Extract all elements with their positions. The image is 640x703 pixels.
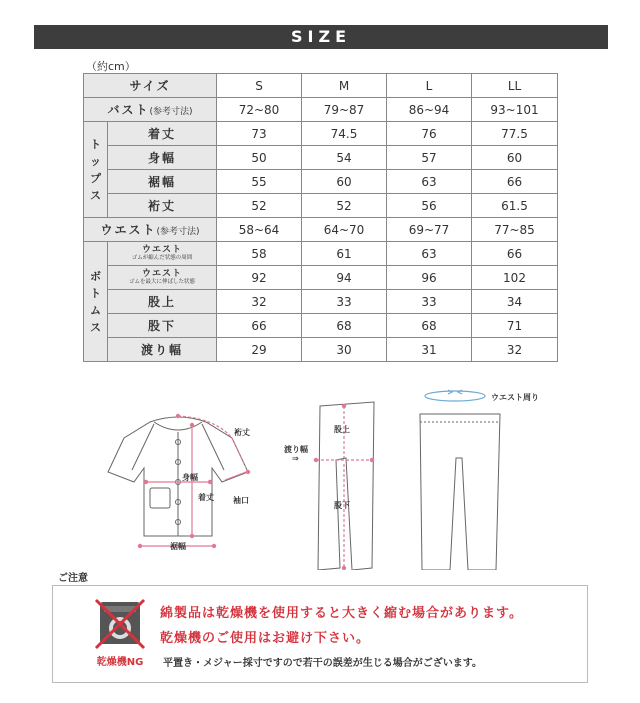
table-row: [84, 98, 558, 122]
row-label: 着丈: [108, 122, 217, 146]
row-label: [108, 242, 217, 266]
table-row: [84, 242, 558, 266]
table-cell: 79~87: [302, 98, 387, 122]
cuff-line: [225, 472, 246, 480]
row-label: [108, 266, 217, 290]
waist-circumference-label: ウエスト周り: [491, 393, 539, 402]
table-cell: 66: [472, 242, 558, 266]
table-cell: 55: [217, 170, 302, 194]
table-cell: 60: [472, 146, 558, 170]
table-cell: 76: [387, 122, 472, 146]
table-row: [84, 194, 558, 218]
size-header-ll: LL: [472, 74, 558, 98]
tops-group-char: プ: [90, 171, 101, 185]
table-cell: 34: [472, 290, 558, 314]
size-header-l: L: [387, 74, 472, 98]
warning-text-2: 乾燥機のご使用はお避け下さい。: [160, 631, 371, 646]
size-header-label: サイズ: [84, 74, 217, 98]
bottoms-group-char: ム: [90, 303, 101, 317]
pants-waist-illustration: [420, 414, 500, 570]
sleeve-length-label: 裄丈: [234, 428, 250, 437]
cuff-label: 袖口: [233, 496, 249, 505]
dryer-ng-icon: [92, 596, 148, 652]
row-label-main: ウエスト: [141, 269, 182, 279]
measure-dot: [208, 480, 212, 484]
sleeve-length-line: [178, 416, 248, 472]
bottoms-group-char: ス: [90, 320, 101, 334]
table-header-row: [84, 74, 558, 98]
table-cell: 50: [217, 146, 302, 170]
table-row: [84, 170, 558, 194]
table-cell: 68: [387, 314, 472, 338]
table-cell: 102: [472, 266, 558, 290]
tops-group-char: ッ: [90, 154, 101, 168]
warning-text-1: 綿製品は乾燥機を使用すると大きく縮む場合があります。: [160, 606, 523, 621]
table-row: [84, 146, 558, 170]
size-header-m: M: [302, 74, 387, 98]
table-cell: 71: [472, 314, 558, 338]
measure-dot: [190, 423, 194, 427]
table-row: [84, 338, 558, 362]
table-cell: 92: [217, 266, 302, 290]
tops-group-label: [84, 122, 108, 218]
width-label: 身幅: [182, 473, 198, 482]
notes-title: ご注意: [58, 573, 88, 584]
row-label: 身幅: [108, 146, 217, 170]
header-bar: [34, 25, 608, 49]
bottoms-group-char: ト: [90, 286, 101, 300]
row-label: 裄丈: [108, 194, 217, 218]
table-cell: 61: [302, 242, 387, 266]
table-row: [84, 290, 558, 314]
dryer-ng-label: 乾燥機NG: [96, 657, 144, 668]
row-label-sub: ゴムを最大に伸ばした状態: [128, 279, 195, 285]
size-table: [83, 73, 558, 362]
row-label: 渡り幅: [108, 338, 217, 362]
waist-label: [84, 218, 217, 242]
thigh-arrow-icon: ⇒: [292, 454, 299, 463]
length-label: 着丈: [198, 493, 214, 502]
table-cell: 66: [217, 314, 302, 338]
measure-dot: [246, 470, 250, 474]
table-cell: 33: [387, 290, 472, 314]
waist-ellipse-shape: [425, 391, 485, 401]
table-cell: 72~80: [217, 98, 302, 122]
table-row: [84, 314, 558, 338]
bottoms-group-label: [84, 242, 108, 362]
measurement-diagram: [0, 380, 640, 570]
table-row: [84, 122, 558, 146]
bust-label: [84, 98, 217, 122]
row-label: 裾幅: [108, 170, 217, 194]
table-cell: 66: [472, 170, 558, 194]
table-cell: 86~94: [387, 98, 472, 122]
table-cell: 56: [387, 194, 472, 218]
table-cell: 58: [217, 242, 302, 266]
row-label: 股下: [108, 314, 217, 338]
hem-label: 裾幅: [170, 542, 186, 551]
measure-dot: [190, 534, 194, 538]
waist-label-text: ウエスト: [100, 223, 157, 237]
table-cell: 33: [302, 290, 387, 314]
row-label-sub: ゴムが縮んだ状態の周囲: [131, 255, 193, 261]
top-collar: [154, 422, 202, 430]
measure-dot: [342, 404, 346, 408]
table-cell: 69~77: [387, 218, 472, 242]
table-cell: 77~85: [472, 218, 558, 242]
measure-dot: [342, 566, 346, 570]
table-cell: 94: [302, 266, 387, 290]
table-cell: 60: [302, 170, 387, 194]
bust-note: (参考寸法): [149, 107, 193, 117]
table-cell: 73: [217, 122, 302, 146]
table-cell: 61.5: [472, 194, 558, 218]
rise-label: 股上: [334, 425, 350, 434]
table-cell: 52: [217, 194, 302, 218]
row-label-main: ウエスト: [141, 245, 182, 255]
measure-dot: [212, 544, 216, 548]
pants2-outline: [420, 414, 500, 570]
unit-note: （約cm）: [86, 60, 136, 73]
measure-dot: [370, 458, 374, 462]
row-label: 股上: [108, 290, 217, 314]
table-cell: 63: [387, 170, 472, 194]
table-cell: 77.5: [472, 122, 558, 146]
size-header-s: S: [217, 74, 302, 98]
bust-label-text: バスト: [107, 103, 150, 117]
table-cell: 31: [387, 338, 472, 362]
top-garment-illustration: [108, 417, 248, 536]
table-cell: 29: [217, 338, 302, 362]
measure-dot: [314, 458, 318, 462]
table-cell: 96: [387, 266, 472, 290]
table-cell: 32: [472, 338, 558, 362]
table-cell: 30: [302, 338, 387, 362]
measure-dot: [176, 414, 180, 418]
table-cell: 64~70: [302, 218, 387, 242]
measure-dot: [138, 544, 142, 548]
tops-group-char: ス: [90, 188, 101, 202]
thigh-label: 渡り幅: [284, 445, 308, 454]
table-row: [84, 218, 558, 242]
measurement-disclaimer: 平置き・メジャー採寸ですので若干の誤差が生じる場合がございます。: [163, 658, 482, 669]
waist-note: (参考寸法): [156, 227, 200, 237]
table-cell: 68: [302, 314, 387, 338]
table-cell: 54: [302, 146, 387, 170]
inseam-label: 股下: [334, 501, 350, 510]
measure-dot: [144, 480, 148, 484]
table-cell: 52: [302, 194, 387, 218]
page-title: SIZE: [290, 27, 351, 46]
table-cell: 58~64: [217, 218, 302, 242]
table-cell: 93~101: [472, 98, 558, 122]
table-cell: 63: [387, 242, 472, 266]
top-pocket: [150, 488, 170, 508]
table-cell: 32: [217, 290, 302, 314]
waist-ellipse: [425, 390, 485, 401]
table-cell: 57: [387, 146, 472, 170]
table-cell: 74.5: [302, 122, 387, 146]
tops-group-char: ト: [90, 137, 101, 151]
table-row: [84, 266, 558, 290]
bottoms-group-char: ボ: [90, 269, 101, 283]
